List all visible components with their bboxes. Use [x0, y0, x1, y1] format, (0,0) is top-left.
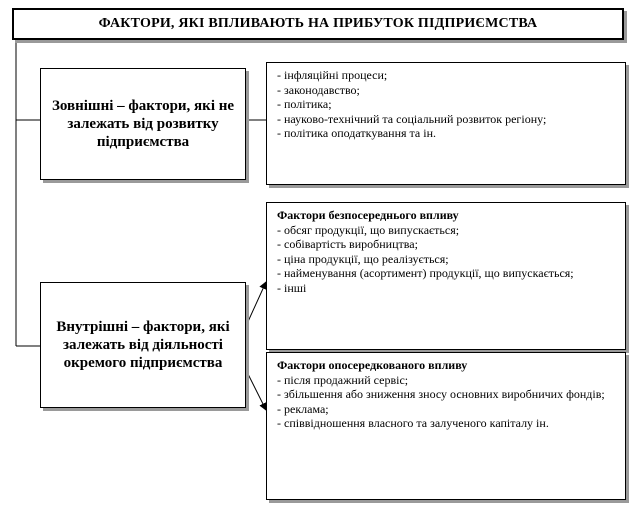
- external-factors-list: [266, 62, 626, 185]
- diagram-title: ФАКТОРИ, ЯКІ ВПЛИВАЮТЬ НА ПРИБУТОК ПІДПРИЄМСТВА: [12, 8, 624, 40]
- list-item: - собівартість виробництва;: [277, 237, 418, 251]
- list-item: - політика оподаткування та ін.: [277, 126, 436, 140]
- list-item: - після продажний сервіс;: [277, 372, 409, 387]
- list-item: - політика;: [277, 97, 332, 111]
- arrow-direct: [246, 282, 266, 326]
- list-item: - законодавство;: [277, 82, 360, 97]
- list-item: - ціна продукції, що реалізується;: [277, 251, 449, 266]
- internal-factors-label: Внутрішні – фактори, які залежать від діяльності окремого підприємства: [56, 319, 230, 371]
- list-item: - найменування (асортимент) продукції, що випускається;: [277, 266, 574, 280]
- list-item: - науково-технічний та соціальний розвиток регіону;: [277, 111, 547, 126]
- list-item: - реклама;: [277, 401, 329, 416]
- internal-factors-box: [40, 282, 246, 408]
- list-item: - збільшення або зниження зносу основних виробничих фондів;: [277, 387, 605, 401]
- direct-factors-heading: Фактори безпосереднього впливу: [277, 208, 459, 222]
- list-item: - інші: [277, 280, 307, 295]
- list-item: - інфляційні процеси;: [277, 68, 388, 82]
- arrow-indirect: [246, 370, 266, 410]
- list-item: - обсяг продукції, що випускається;: [277, 222, 460, 237]
- external-factors-box: [40, 68, 246, 180]
- list-item: - співвідношення власного та залученого капіталу ін.: [277, 416, 549, 430]
- external-factors-label: Зовнішні – фактори, які не залежать від розвитку підприємства: [51, 98, 235, 150]
- direct-factors-list: [266, 202, 626, 350]
- indirect-factors-list: [266, 352, 626, 500]
- indirect-factors-heading: Фактори опосередкованого впливу: [277, 358, 468, 372]
